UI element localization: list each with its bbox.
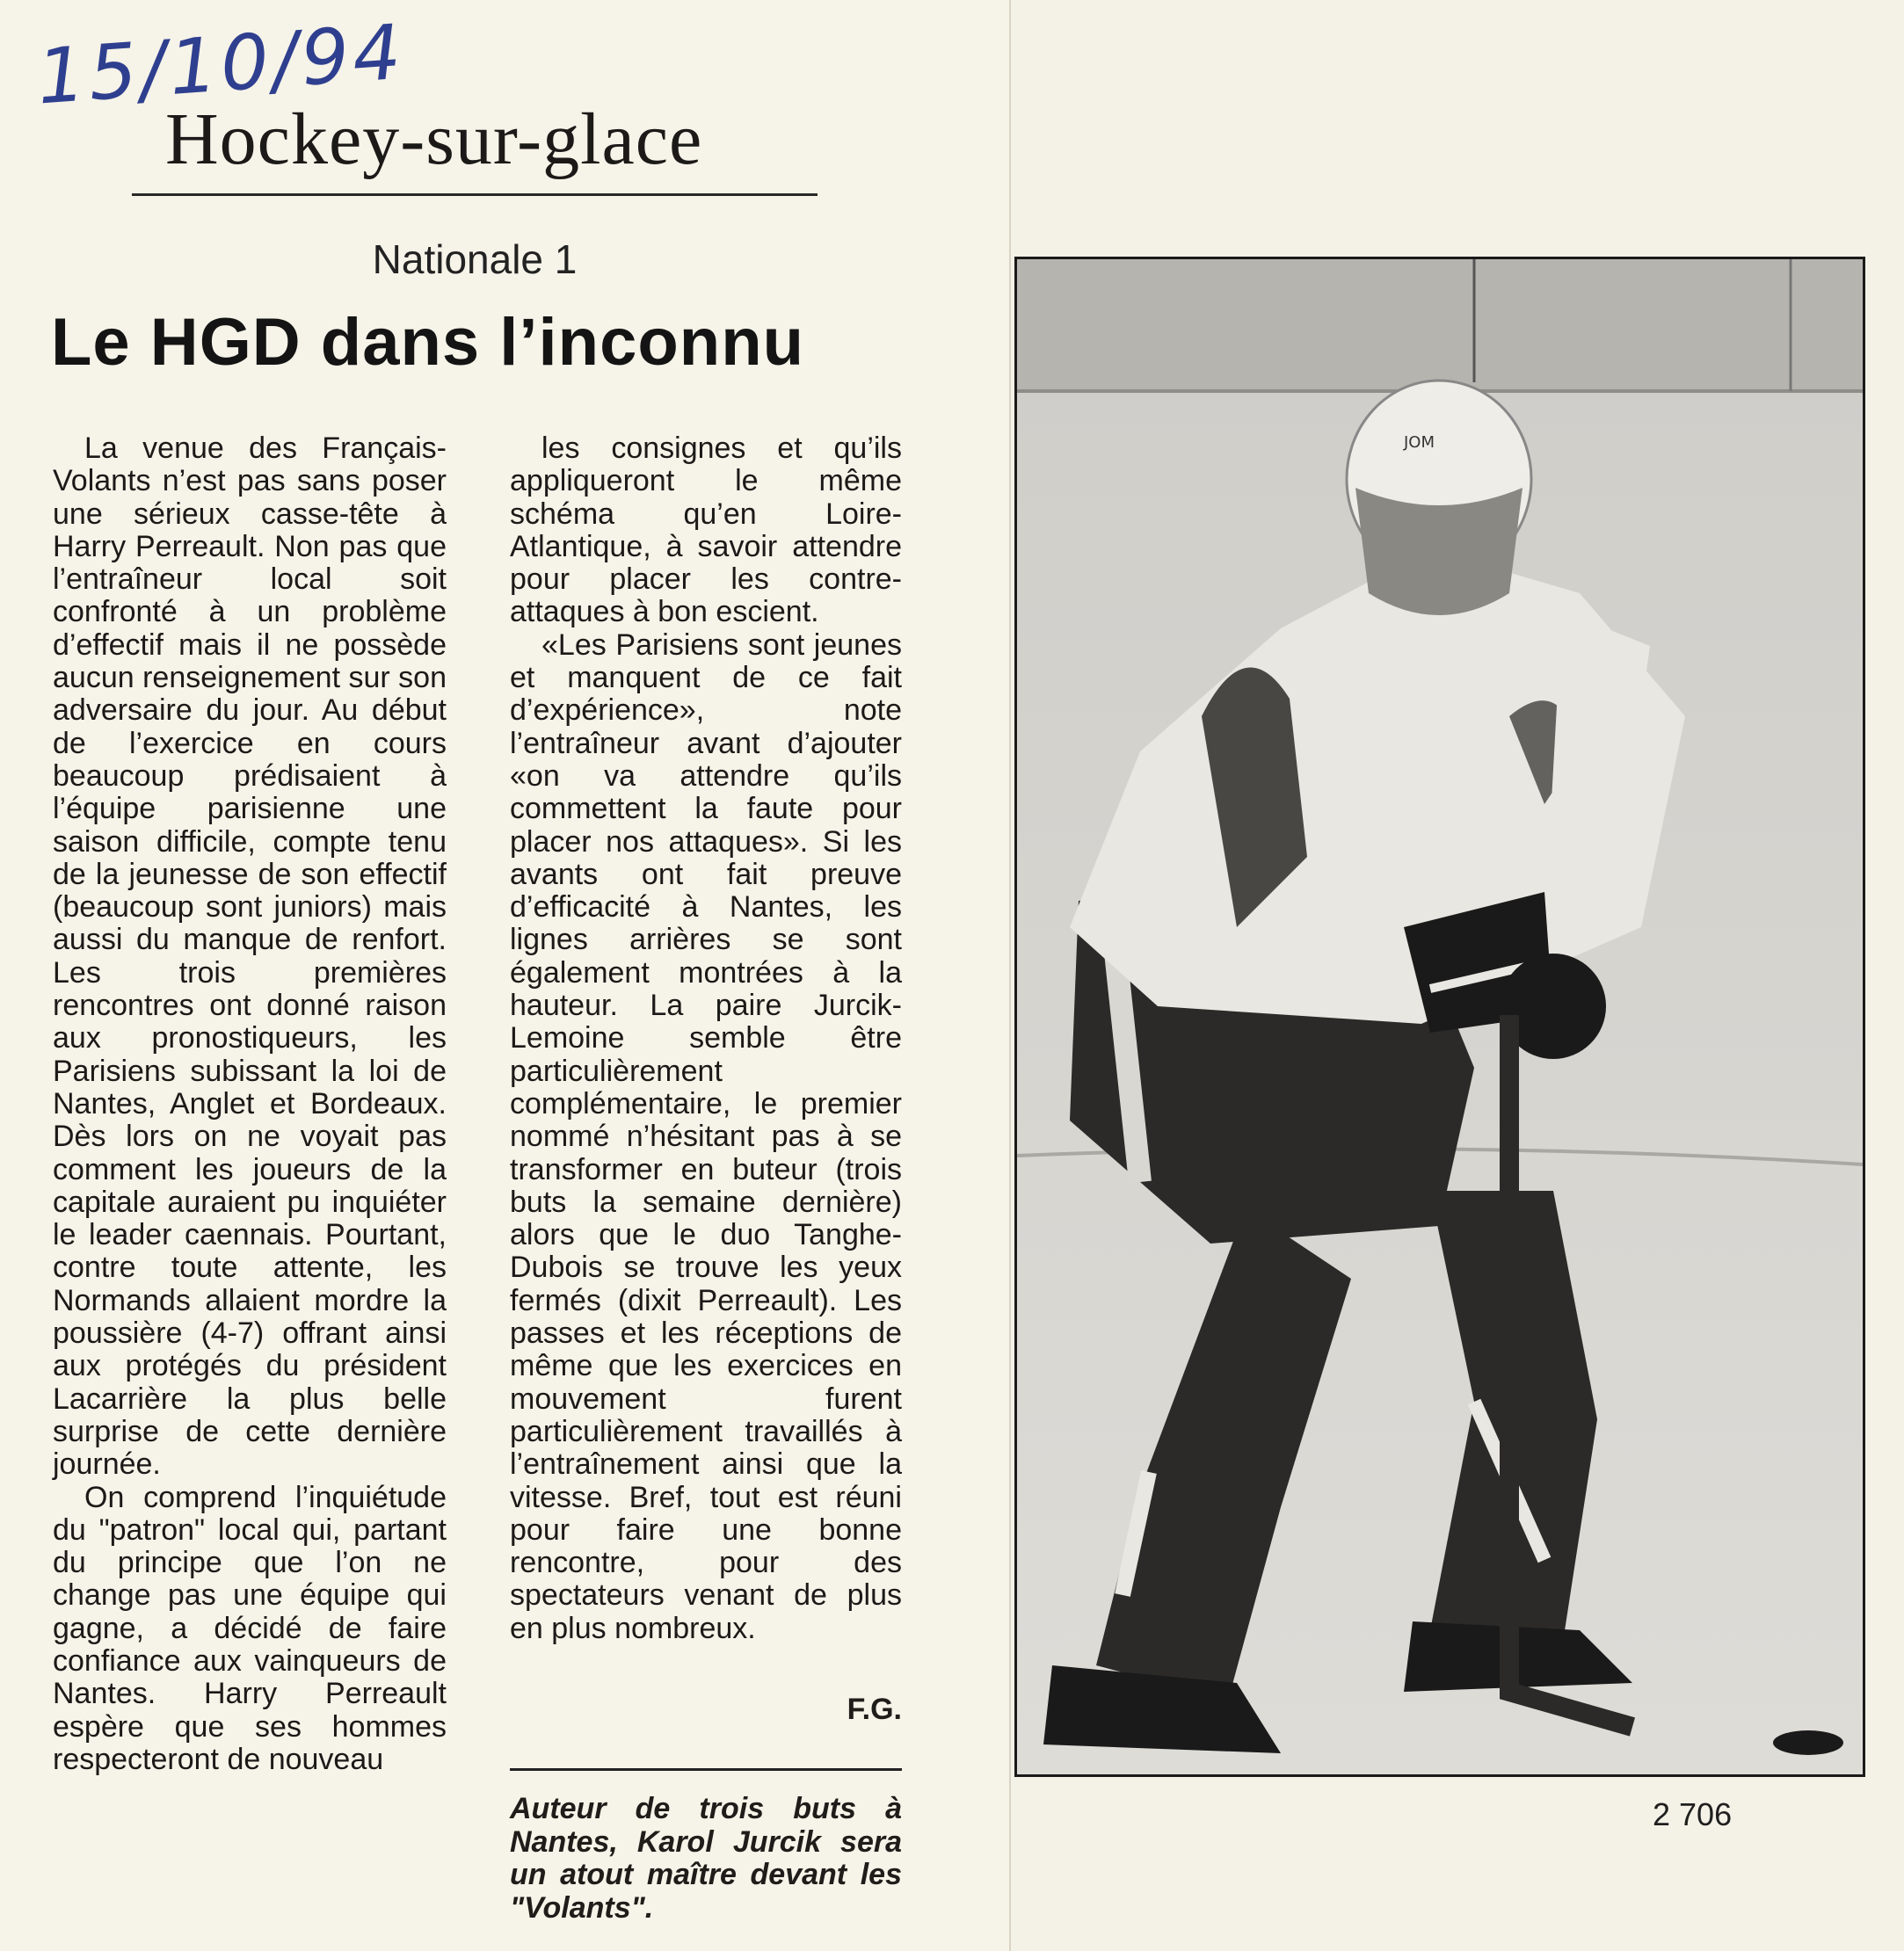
helmet-logo-text: JOM	[1404, 433, 1435, 452]
page-number: 2 706	[1653, 1796, 1733, 1832]
article-kicker: Nationale 1	[372, 236, 578, 282]
paragraph: On comprend l’inquiétude du "patron" local qui, partant du principe que l’on ne change pas une équipe qui gagne, a décidé de faire confiance aux vainqueurs de Nantes. Harry Perreault espère que ses hommes respecteront de nouveau	[53, 1480, 447, 1776]
section-title: Hockey-sur-glace	[165, 98, 703, 180]
paragraph: les consignes et qu’ils appliqueront le même schéma qu’en Loire-Atlantique, à savoir attendre pour placer les contre-attaques à bon escient.	[510, 432, 902, 629]
article-column-1	[53, 432, 447, 1776]
paragraph: «Les Parisiens sont jeunes et manquent de ce fait d’expérience», note l’entraîneur avant d’ajouter «on va attendre qu’ils commettent la faute pour placer nos attaques». Si les avants ont fait preuve d’efficacité à Nantes, les lignes arrières se sont également montrées à la hauteur. La paire Jurcik-Lemoine semble être particulièrement complémentaire, le premier nommé n’hésitant pas à se transformer en buteur (trois buts la semaine dernière) alors que le duo Tanghe-Dubois se trouve les yeux fermés (dixit Perreault). Les passes et les réceptions de même que les exercices en mouvement furent particulièrement travaillés à l’entraînement ainsi que la vitesse. Bref, tout est réuni pour faire une bonne rencontre, pour des spectateurs venant de plus en plus nombreux.	[510, 627, 902, 1645]
photo-caption: Auteur de trois buts à Nantes, Karol Jurcik sera un atout maître devant les "Volants".	[510, 1792, 902, 1925]
hockey-player-photo	[1014, 257, 1865, 1777]
hockey-player-illustration	[1017, 259, 1863, 1774]
caption-divider	[510, 1768, 902, 1771]
article-column-2	[510, 432, 902, 1645]
section-divider	[132, 193, 818, 196]
author-signature: F.G.	[847, 1693, 902, 1726]
paragraph: La venue des Français-Volants n’est pas sans poser une sérieux casse-tête à Harry Perreault. Non pas que l’entraîneur local soit confronté à un problème d’effectif mais il ne possède aucun renseignement sur son adversaire du jour. Au début de l’exercice en cours beaucoup prédisaient à l’équipe parisienne une saison difficile, compte tenu de la jeunesse de son effectif (beaucoup sont juniors) mais aussi du manque de renfort. Les trois premières rencontres ont donné raison aux pronostiqueurs, les Parisiens subissant la loi de Nantes, Anglet et Bordeaux. Dès lors on ne voyait pas comment les joueurs de la capitale auraient pu inquiéter le leader caennais. Pourtant, contre toute attente, les Normands allaient mordre la poussière (4-7) offrant ainsi aux protégés du président Lacarrière la plus belle surprise de cette dernière journée.	[53, 432, 447, 1482]
handwritten-date: 15/10/94	[34, 8, 408, 122]
article-headline: Le HGD dans l’inconnu	[51, 305, 805, 380]
